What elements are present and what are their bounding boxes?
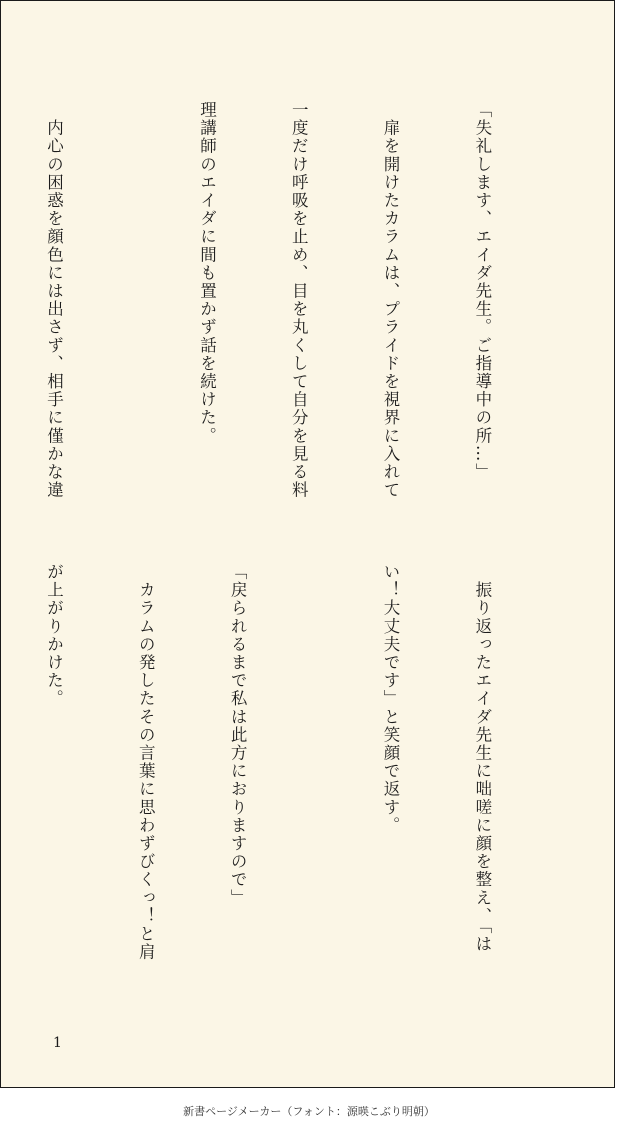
text-column: 振り返ったエイダ先生に咄嗟に顔を整え、「は [472, 563, 492, 953]
page-number: 1 [53, 1035, 62, 1051]
text-column: カラムの発したその言葉に思わずびくっ！と肩 [136, 563, 156, 962]
text-column: 内心の困惑を顔色には出さず、相手に僅かな違 [44, 101, 64, 500]
text-column: 一度だけ呼吸を止め、目を丸くして自分を見る料 [289, 101, 309, 500]
text-column: い！大丈夫です」と笑顔で返す。 [381, 563, 401, 835]
text-column: 扉を開けたカラムは、プライドを視界に入れて [381, 101, 401, 500]
text-column: が上がりかけた。 [44, 563, 64, 708]
text-column: 「戻られるまで私は此方におりますので」 [228, 563, 248, 907]
upper-text-block [0, 101, 558, 531]
text-column: 「失礼します、エイダ先生。ご指導中の所…」 [472, 101, 492, 482]
footer-credit: 新書ページメーカー（フォント：源暎こぶり明朝） [183, 1105, 435, 1118]
text-column: 理講師のエイダに間も置かず話を続けた。 [197, 101, 217, 445]
lower-text-block [0, 563, 558, 993]
